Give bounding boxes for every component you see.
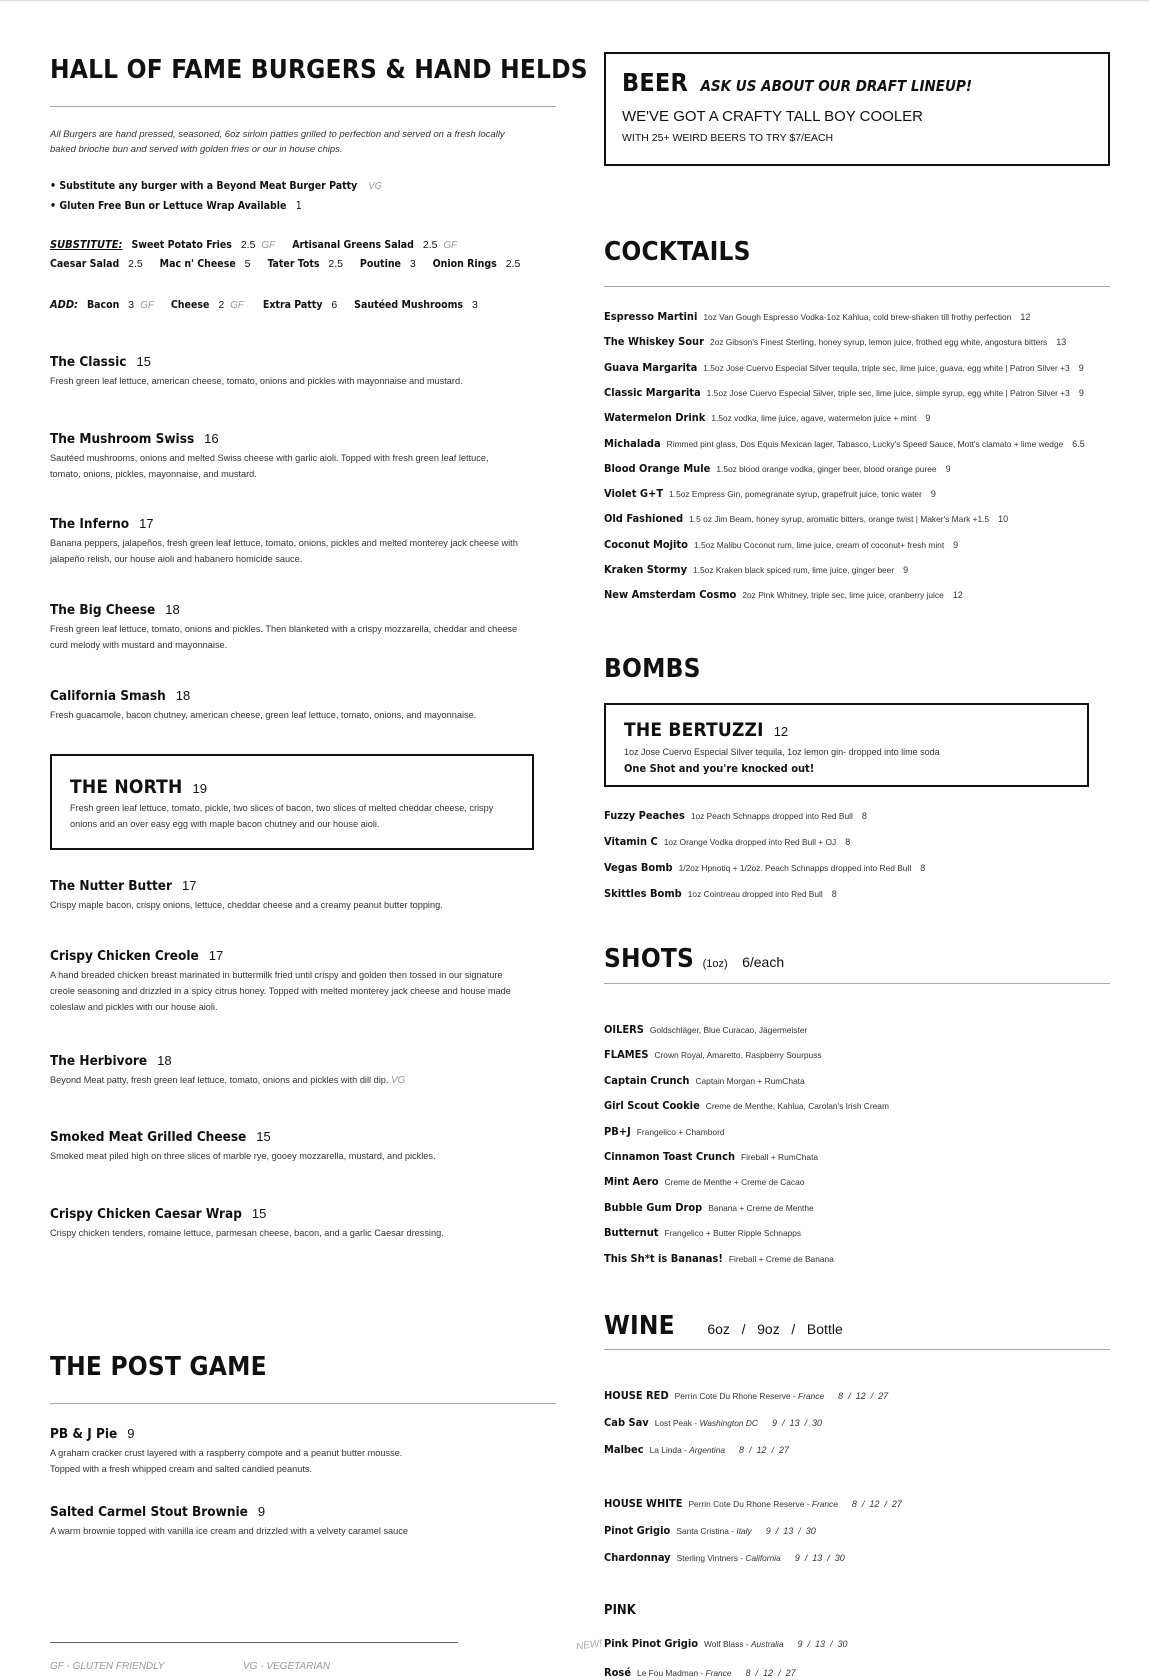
item-price: 17 — [139, 516, 154, 531]
sub-name: Artisanal Greens Salad — [292, 239, 414, 251]
bombs-title: BOMBS — [604, 654, 701, 684]
wine-region: Washington DC — [699, 1418, 758, 1428]
wine-item — [604, 1524, 816, 1537]
post-game-title: THE POST GAME — [50, 1352, 267, 1382]
item-desc: Banana peppers, jalapeños, fresh green leaf lettuce, tomato, onions, pickles and melted monterey jack cheese with jalapeño relish, our house aioli and habanero homicide sauce. — [50, 538, 518, 564]
item-name: Old Fashioned — [604, 512, 684, 526]
vg-tag: VG — [368, 181, 382, 192]
item-desc: 1.5oz Empress Gin, pomegranate syrup, grapefruit juice, tonic water — [669, 489, 922, 500]
item-price: 18 — [175, 688, 191, 703]
item-price: 8 — [845, 837, 851, 847]
item-name: Malbec — [604, 1443, 644, 1456]
cocktail-item — [604, 563, 908, 576]
sub-name: Poutine — [359, 258, 401, 270]
wine-producer: Perrin Cote Du Rhone Reserve - — [674, 1391, 799, 1401]
item-price: 8 / 12 / 27 — [739, 1445, 790, 1455]
item-name: Vitamin C — [604, 835, 658, 848]
item-name: Pink Pinot Grigio — [604, 1637, 699, 1650]
item-name: HOUSE WHITE — [604, 1497, 683, 1510]
item-desc: Smoked meat piled high on three slices of marble rye, gooey mozzarella, mustard, and pickles. — [50, 1151, 436, 1161]
item-desc: 1.5oz Jose Cuervo Especial Silver tequila, triple sec, lime juice, guava, egg white | Patron Silver +3 — [703, 362, 1070, 373]
item-price: 9 — [903, 565, 909, 575]
wine-region: Argentina — [689, 1445, 726, 1455]
item-desc: Crown Royal, Amaretto, Raspberry Sourpuss — [654, 1050, 822, 1061]
menu-item — [50, 877, 556, 913]
new-badge: NEW! — [575, 1638, 603, 1653]
beer-title: BEER — [622, 68, 688, 97]
item-price: 8 — [920, 863, 926, 873]
wine-region: Italy — [736, 1526, 752, 1536]
item-price: 9 — [257, 1504, 266, 1519]
burgers-divider — [50, 106, 556, 107]
item-name: California Smash — [50, 688, 166, 704]
item-price: 12 — [952, 590, 963, 601]
shots-title: SHOTS — [604, 944, 695, 974]
item-desc: 1.5oz blood orange vodka, ginger beer, blood orange puree — [716, 463, 937, 474]
add-name: Bacon — [86, 299, 120, 311]
item-desc: Frangelico + Butter Ripple Schnapps — [664, 1228, 802, 1239]
sub-price: 5 — [244, 258, 251, 270]
item-desc: Creme de Menthe, Kahlua, Carolan's Irish Cream — [705, 1101, 889, 1112]
item-name: Pinot Grigio — [604, 1524, 671, 1537]
item-price: 9 — [930, 489, 936, 500]
item-desc: 1oz Van Gough Espresso Vodka-1oz Kahlua, cold brew-shaken till frothy perfection — [703, 312, 1012, 322]
item-desc: Creme de Menthe + Creme de Cacao — [664, 1177, 805, 1188]
item-desc: Goldschläger, Blue Curacao, Jägermeister — [649, 1025, 808, 1035]
cocktail-item — [604, 335, 1066, 348]
item-desc: 1.5oz Malibu Coconut rum, lime juice, cream of coconut+ fresh mint — [693, 539, 945, 550]
cocktail-item — [604, 361, 1084, 374]
wine-region: California — [745, 1553, 781, 1563]
item-name: THE BERTUZZI — [624, 719, 764, 741]
bomb-item — [604, 835, 850, 848]
note-gluten-free — [50, 200, 302, 212]
item-name: Skittles Bomb — [604, 887, 682, 900]
item-desc: 1oz Peach Schnapps dropped into Red Bull — [690, 811, 853, 821]
item-desc: Frangelico + Chambord — [636, 1126, 725, 1137]
post-game-divider — [50, 1403, 556, 1404]
item-price: 17 — [208, 948, 224, 963]
gf-tag: GF — [443, 240, 458, 251]
featured-box-the-north — [50, 754, 534, 850]
beer-line-2: WITH 25+ WEIRD BEERS TO TRY $7/EACH — [622, 132, 834, 144]
wine-producer: Santa Cristina - — [676, 1526, 737, 1536]
item-price: 12 — [773, 724, 789, 739]
item-name: The Mushroom Swiss — [50, 431, 195, 447]
item-name: Bubble Gum Drop — [604, 1200, 703, 1214]
wine-producer: Le Fou Madman - — [637, 1668, 706, 1678]
substitute-label: SUBSTITUTE: — [50, 238, 123, 251]
menu-item — [50, 515, 520, 567]
item-price: 16 — [204, 431, 219, 446]
cocktail-item — [604, 386, 1084, 399]
wine-item — [604, 1389, 888, 1402]
menu-item — [50, 353, 556, 389]
item-price: 13 — [1056, 337, 1067, 348]
cocktails-divider — [604, 286, 1110, 287]
beer-heading — [622, 68, 972, 97]
item-name: Captain Crunch — [604, 1073, 690, 1087]
add-price: 6 — [331, 299, 338, 311]
cocktail-item — [604, 462, 951, 475]
item-name: Watermelon Drink — [604, 411, 706, 425]
sub-price: 3 — [409, 258, 416, 270]
shot-item — [604, 1150, 818, 1163]
item-name: Kraken Stormy — [604, 563, 688, 576]
add-row — [50, 298, 478, 311]
item-desc: Fireball + Creme de Banana — [728, 1253, 834, 1264]
item-desc: 1.5oz vodka, lime juice, agave, watermelon juice + mint — [711, 413, 917, 424]
item-name: Espresso Martini — [604, 310, 698, 323]
shot-item — [604, 1023, 807, 1036]
item-desc — [50, 1072, 556, 1089]
item-price: 8 — [861, 811, 867, 821]
wine-item — [604, 1416, 822, 1429]
item-name: Girl Scout Cookie — [604, 1099, 700, 1113]
item-name: Violet G+T — [604, 487, 664, 501]
item-name: Smoked Meat Grilled Cheese — [50, 1129, 247, 1145]
item-name: Coconut Mojito — [604, 537, 688, 551]
substitute-row-1 — [50, 238, 457, 251]
wine-producer: Lost Peak - — [654, 1418, 700, 1428]
item-price: 9 — [953, 539, 959, 550]
menu-item — [50, 1128, 556, 1164]
wine-divider — [604, 1349, 1110, 1350]
item-price: 15 — [256, 1129, 271, 1144]
add-price: 2 — [218, 299, 225, 311]
beer-tagline: ASK US ABOUT OUR DRAFT LINEUP! — [700, 77, 973, 95]
item-name: New Amsterdam Cosmo — [604, 588, 737, 602]
add-label: ADD: — [50, 298, 79, 311]
sub-price: 2.5 — [505, 258, 521, 270]
wine-title: WINE — [604, 1311, 675, 1341]
item-name: OILERS — [604, 1023, 644, 1036]
menu-item — [50, 1205, 556, 1241]
item-name: The Whiskey Sour — [604, 335, 704, 349]
cocktail-item — [604, 487, 936, 500]
item-desc: Crispy maple bacon, crispy onions, lettuce, cheddar cheese and a creamy peanut butter topping. — [50, 900, 443, 910]
item-price: 6.5 — [1072, 438, 1085, 449]
cocktail-item — [604, 512, 1008, 525]
shot-item — [604, 1201, 814, 1214]
bomb-item — [604, 809, 867, 822]
legend-gf: GF - GLUTEN FRIENDLY — [50, 1661, 165, 1672]
wine-item — [604, 1666, 796, 1679]
sub-name: Sweet Potato Fries — [131, 239, 232, 251]
item-desc: 1.5oz Kraken black spiced rum, lime juice, ginger beer — [693, 565, 895, 575]
gf-tag: GF — [261, 240, 276, 251]
item-name: FLAMES — [604, 1048, 649, 1062]
item-name: The Herbivore — [50, 1053, 148, 1069]
shot-item — [604, 1175, 804, 1188]
burgers-intro: All Burgers are hand pressed, seasoned, 6oz sirloin patties grilled to perfection and served on a fresh locally baked brioche bun and served with golden fries or our in house chips. — [50, 129, 505, 155]
item-price: 12 — [1020, 312, 1031, 322]
sub-name: Tater Tots — [267, 258, 320, 270]
shots-divider — [604, 983, 1110, 984]
item-price: 9 / 13 / 30 — [771, 1418, 822, 1428]
item-name: The Nutter Butter — [50, 878, 173, 894]
sub-price: 2.5 — [128, 258, 143, 270]
burgers-title: HALL OF FAME BURGERS & HAND HELDS — [50, 55, 588, 85]
bomb-item — [604, 887, 837, 900]
item-name: Butternut — [604, 1226, 659, 1240]
item-name: Chardonnay — [604, 1551, 671, 1564]
item-price: 9 — [127, 1426, 135, 1441]
note-beyond-text: • Substitute any burger with a Beyond Meat Burger Patty — [50, 180, 358, 192]
add-price: 3 — [471, 299, 478, 311]
item-name: Michalada — [604, 436, 661, 450]
dessert-item — [50, 1425, 556, 1477]
item-name: Salted Carmel Stout Brownie — [50, 1504, 248, 1520]
wine-item — [604, 1637, 848, 1650]
item-name: The Big Cheese — [50, 602, 156, 618]
item-price: 17 — [182, 878, 197, 893]
featured-box-bertuzzi — [604, 703, 1089, 787]
item-price: 8 — [831, 889, 837, 899]
item-name: The Classic — [50, 354, 127, 370]
shots-heading — [604, 944, 784, 974]
wine-region: France — [798, 1391, 825, 1401]
item-desc: 1.5 oz Jim Beam, honey syrup, aromatic bitters, orange twist | Maker's Mark +1.5 — [689, 514, 990, 525]
item-desc: 2oz Gibson's Finest Sterling, honey syrup, lemon juice, frothed egg white, angostura bitters — [709, 337, 1048, 348]
item-desc: 1.5oz Jose Cuervo Especial Silver, triple sec, lime juice, simple syrup, egg white | Patron Silver +3 — [706, 387, 1070, 398]
item-desc: 2oz Pink Whitney, triple sec, lime juice, cranberry juice — [742, 590, 944, 601]
item-price: 9 — [1078, 387, 1084, 398]
item-name: The Inferno — [50, 516, 130, 532]
legend-vg: VG - VEGETARIAN — [243, 1661, 331, 1672]
item-name: Crispy Chicken Creole — [50, 948, 199, 964]
item-price: 9 / 13 / 30 — [765, 1526, 816, 1536]
wine-region: Australia — [750, 1639, 784, 1649]
wine-producer: Perrin Cote Du Rhone Reserve - — [688, 1499, 812, 1509]
item-price: 9 / 13 / 30 — [797, 1639, 848, 1649]
item-price: 8 / 12 / 27 — [851, 1499, 902, 1509]
item-name: THE NORTH — [70, 776, 183, 798]
wine-producer: Wolf Blass - — [704, 1639, 751, 1649]
item-price: 9 — [925, 413, 931, 424]
item-desc: A hand breaded chicken breast marinated in buttermilk fried until crispy and golden then tossed in our signature creole seasoning and drizzled in a spicy citrus honey. Topped with melted monterey jack cheese and house made coleslaw and pickles with our house aioli. — [50, 970, 511, 1012]
top-border — [0, 0, 1149, 1]
add-name: Sautéed Mushrooms — [354, 299, 464, 311]
shot-item — [604, 1252, 834, 1265]
gf-tag: GF — [230, 300, 244, 311]
item-name: Guava Margarita — [604, 360, 698, 374]
item-price: 15 — [251, 1206, 267, 1221]
item-price: 18 — [157, 1053, 172, 1068]
wine-item — [604, 1443, 789, 1456]
add-name: Extra Patty — [262, 299, 323, 311]
beer-line-1: WE'VE GOT A CRAFTY TALL BOY COOLER — [622, 108, 924, 125]
sub-price: 2.5 — [240, 239, 256, 251]
menu-item — [50, 687, 556, 723]
item-desc-text: Beyond Meat patty, fresh green leaf lettuce, tomato, onions and pickles with dill dip. — [50, 1075, 389, 1085]
item-price: 15 — [136, 354, 151, 369]
item-desc: 1/2oz Hpnotiq + 1/2oz. Peach Schnapps dropped into Red Bull — [678, 863, 912, 873]
item-price: 9 / 13 / 30 — [794, 1553, 845, 1563]
item-desc: Rimmed pint glass, Dos Equis Mexican lager, Tabasco, Lucky's Speed Sauce, Mott's clamato + lime wedge — [666, 438, 1064, 449]
wine-region: France — [811, 1499, 838, 1509]
wine-heading — [604, 1311, 843, 1341]
shot-item — [604, 1099, 889, 1112]
item-desc: Sautéed mushrooms, onions and melted Swiss cheese with garlic aioli. Topped with fresh green leaf lettuce, tomato, onions, pickles, mayonnaise, and mustard. — [50, 453, 489, 479]
dessert-item — [50, 1503, 556, 1539]
item-name: HOUSE RED — [604, 1389, 669, 1402]
item-desc: Crispy chicken tenders, romaine lettuce, parmesan cheese, bacon, and a garlic Caesar dressing. — [50, 1228, 444, 1238]
add-name: Cheese — [170, 299, 210, 311]
sub-name: Mac n' Cheese — [159, 258, 236, 270]
wine-region: France — [705, 1668, 732, 1678]
sub-price: 2.5 — [422, 239, 438, 251]
item-price: 9 — [945, 463, 951, 474]
menu-item — [50, 1052, 556, 1089]
sub-price: 2.5 — [328, 258, 343, 270]
item-desc: Fresh green leaf lettuce, american cheese, tomato, onions and pickles with mayonnaise and mustard. — [50, 376, 463, 386]
item-name: Vegas Bomb — [604, 861, 673, 874]
vg-tag: VG — [391, 1075, 406, 1086]
wine-item — [604, 1551, 845, 1564]
note-beyond — [50, 180, 382, 192]
shots-size: (1oz) — [702, 958, 728, 970]
item-desc: 1oz Orange Vodka dropped into Red Bull + OJ — [663, 837, 837, 847]
cocktail-item — [604, 411, 930, 424]
shot-item — [604, 1226, 801, 1239]
item-desc: A graham cracker crust layered with a raspberry compote and a peanut butter mousse. — [50, 1448, 403, 1458]
shot-item — [604, 1074, 805, 1087]
item-desc: 1oz Jose Cuervo Especial Silver tequila, 1oz lemon gin- dropped into lime soda — [624, 747, 940, 757]
item-name: This Sh*t is Bananas! — [604, 1251, 723, 1265]
item-name: Classic Margarita — [604, 385, 701, 399]
item-desc: A warm brownie topped with vanilla ice cream and drizzled with a velvety caramel sauce — [50, 1526, 408, 1536]
item-price: 19 — [192, 781, 207, 796]
item-name: Cab Sav — [604, 1416, 649, 1429]
note-gluten-free-text: • Gluten Free Bun or Lettuce Wrap Available — [50, 200, 287, 212]
item-desc: Fireball + RumChata — [741, 1152, 819, 1162]
item-price: 8 / 12 / 27 — [838, 1391, 889, 1401]
bertuzzi-tagline: One Shot and you're knocked out! — [624, 762, 815, 775]
item-desc: 1oz Cointreau dropped into Red Bull — [687, 889, 823, 899]
item-desc: Banana + Creme de Menthe — [708, 1202, 814, 1213]
item-desc-2: Topped with a fresh whipped cream and salted candied peanuts. — [50, 1464, 313, 1474]
cocktail-item — [604, 538, 958, 551]
cocktail-item — [604, 310, 1030, 323]
bomb-item — [604, 861, 925, 874]
item-name: Mint Aero — [604, 1175, 659, 1189]
item-name: Fuzzy Peaches — [604, 809, 685, 822]
menu-item — [50, 430, 520, 482]
add-price: 3 — [128, 299, 135, 311]
wine-producer: Sterling Vintners - — [676, 1553, 746, 1563]
shot-item — [604, 1048, 822, 1061]
item-desc: Captain Morgan + RumChata — [695, 1075, 805, 1086]
item-price: 10 — [998, 514, 1009, 525]
pink-label: PINK — [604, 1603, 636, 1618]
item-name: PB & J Pie — [50, 1426, 118, 1442]
item-desc: Fresh guacamole, bacon chutney, american cheese, green leaf lettuce, tomato, onions, and mayonnaise. — [50, 710, 477, 720]
substitute-row-2 — [50, 258, 520, 270]
shots-price: 6/each — [742, 954, 785, 970]
item-desc: Fresh green leaf lettuce, tomato, onions and pickles. Then blanketed with a crispy mozzarella, cheddar and cheese curd melody with mustard and mayonnaise. — [50, 624, 518, 650]
cocktails-title: COCKTAILS — [604, 237, 751, 267]
shot-item — [604, 1125, 725, 1138]
legend-divider — [50, 1642, 458, 1643]
item-name: PB+J — [604, 1124, 631, 1138]
note-gluten-free-price: 1 — [295, 200, 302, 212]
item-name: Blood Orange Mule — [604, 461, 711, 475]
menu-item — [70, 776, 510, 832]
item-price: 18 — [165, 602, 180, 617]
wine-producer: La Linda - — [649, 1445, 690, 1455]
menu-item — [50, 601, 530, 653]
item-desc: Fresh green leaf lettuce, tomato, pickle, two slices of bacon, two slices of melted cheddar cheese, crispy onions and an over easy egg with maple bacon chutney and our house aioli. — [70, 803, 494, 829]
item-price: 9 — [1078, 362, 1084, 373]
item-name: Cinnamon Toast Crunch — [604, 1150, 736, 1163]
menu-item — [50, 947, 530, 1015]
item-name: Rosé — [604, 1666, 632, 1679]
sub-name: Caesar Salad — [50, 258, 120, 270]
beer-box — [604, 52, 1110, 166]
cocktail-item — [604, 588, 963, 601]
wine-sizes: 6oz / 9oz / Bottle — [707, 1321, 843, 1337]
wine-item — [604, 1497, 902, 1510]
sub-name: Onion Rings — [432, 258, 497, 270]
item-price: 8 / 12 / 27 — [745, 1668, 796, 1678]
cocktail-item — [604, 437, 1085, 450]
bertuzzi-heading — [624, 719, 788, 741]
gf-tag: GF — [140, 300, 154, 311]
item-name: Crispy Chicken Caesar Wrap — [50, 1206, 242, 1222]
